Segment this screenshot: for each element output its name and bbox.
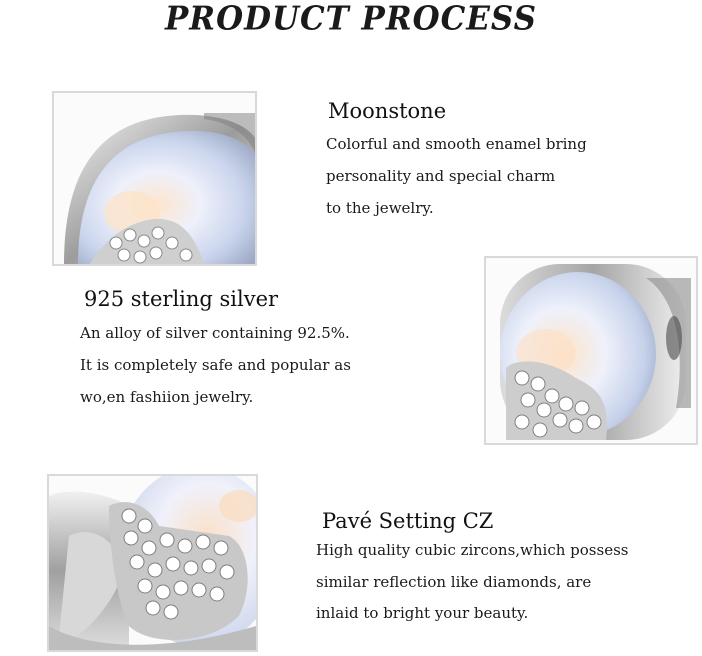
sterling-silver-description-line-2: It is completely safe and popular as <box>80 356 351 374</box>
moonstone-description-line-1: Colorful and smooth enamel bring <box>326 135 587 153</box>
moonstone-description-line-3: to the jewelry. <box>326 199 434 217</box>
page-title: PRODUCT PROCESS <box>165 0 537 38</box>
sterling-silver-charm-photo <box>484 256 698 445</box>
sterling-silver-description-line-1: An alloy of silver containing 92.5%. <box>80 324 350 342</box>
pave-setting-charm-illustration <box>49 476 256 650</box>
moonstone-charm-illustration <box>54 93 255 264</box>
pave-setting-heading: Pavé Setting CZ <box>322 509 494 533</box>
moonstone-heading: Moonstone <box>328 99 447 123</box>
pave-setting-description-line-1: High quality cubic zircons,which possess <box>316 541 629 559</box>
pave-setting-charm-photo <box>47 474 258 652</box>
moonstone-charm-photo <box>52 91 257 266</box>
pave-setting-description-line-2: similar reflection like diamonds, are <box>316 573 592 591</box>
moonstone-description-line-2: personality and special charm <box>326 167 556 185</box>
sterling-silver-description-line-3: wo,en fashiion jewelry. <box>80 388 254 406</box>
sterling-silver-heading: 925 sterling silver <box>84 287 279 311</box>
pave-setting-description-line-3: inlaid to bright your beauty. <box>316 604 529 622</box>
sterling-silver-charm-illustration <box>486 258 696 443</box>
